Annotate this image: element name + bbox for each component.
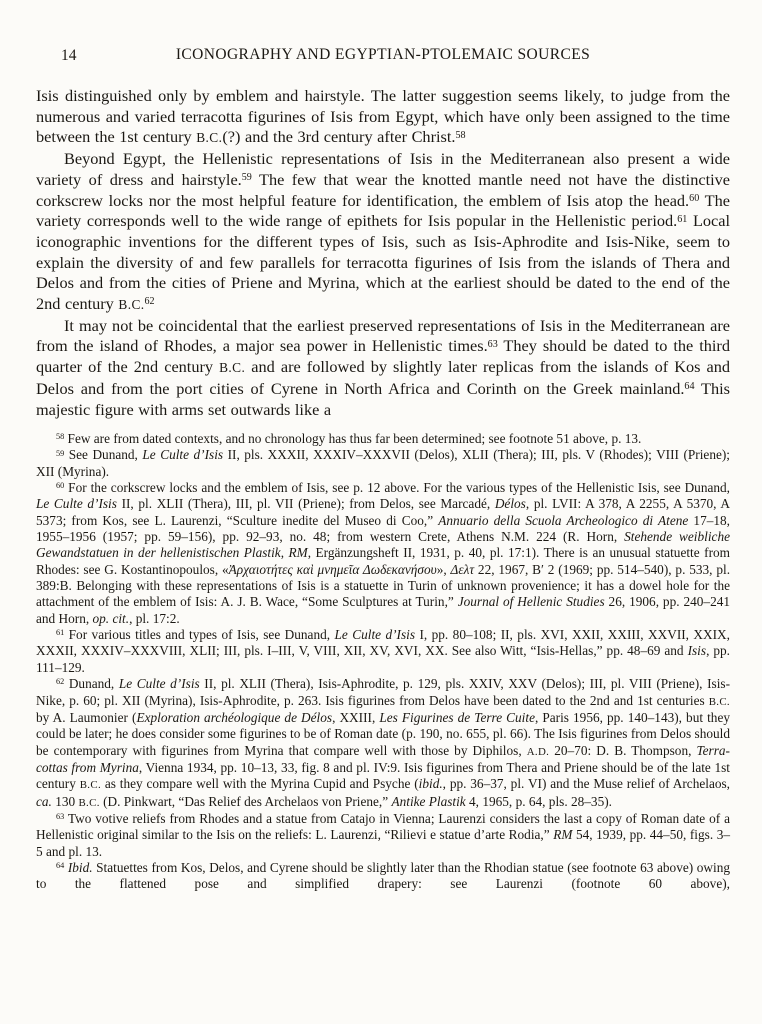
page-header	[36, 46, 730, 66]
body-text	[36, 86, 730, 420]
footnote-59: $^{59}$ See Dunand, Le Culte d’Isis II, pls. XXXII, XXXIV–XXXVII (Delos), XLII (Thera); III, pls. V (Rhodes); VIII (Priene); XII (Myrina).	[36, 447, 730, 479]
body-paragraph-2: Beyond Egypt, the Hellenistic representations of Isis in the Mediterranean also present a wide variety of dress and hairstyle.$^{59}$ The few that wear the knotted mantle need not have the distinctive corkscrew locks nor the most helpful feature for identification, the emblem of Isis atop the head.$^{60}$ The variety corresponds well to the wide range of epithets for Isis popular in the Hellenistic period.$^{61}$ Local iconographic inventions for the different types of Isis, such as Isis-Aphrodite and Isis-Nike, seem to explain the diversity of and few parallels for terracotta figurines of Isis from the islands of Thera and Delos and from the cities of Priene and Myrina, which at the earliest should be dated to the end of the 2nd century B.C.$^{62}$	[36, 149, 731, 314]
body-paragraph-3: It may not be coincidental that the earliest preserved representations of Isis in the Mediterranean are from the island of Rhodes, a major sea power in Hellenistic times.$^{63}$ They should be dated to the third quarter of the 2nd century B.C. and are followed by slightly later replicas from the islands of Kos and Delos and from the port cities of Cyrene in North Africa and Corinth on the Greek mainland.$^{64}$ This majestic figure with arms set outwards like a	[36, 315, 731, 419]
footnote-62: $^{62}$ Dunand, Le Culte d’Isis II, pl. XLII (Thera), Isis-Aphrodite, p. 129, pls. XXIV, XXV (Delos); III, pl. VIII (Priene), Isis-Nike, p. 60; pl. XII (Myrina), Isis-Aphrodite, p. 263. Isis figurines from Delos have been dated to the 2nd and 1st centuries B.C. by A. Laumonier (Exploration archéologique de Délos, XXIII, Les Figurines de Terre Cuite, Paris 1956, pp. 140–143), but they could be later; he does consider some figurines to be of Roman date (p. 190, no. 655, pl. 66). The Isis figurines from Delos should be contemporary with figurines from Myrina that compare well with those by Diphilos, A.D. 20–70: D. B. Thompson, Terra-cottas from Myrina, Vienna 1934, pp. 10–13, 33, fig. 8 and pl. IV:9. Isis figurines from Thera and Priene should be of the late 1st century B.C. as they compare well with the Myrina Cupid and Psyche (ibid., pp. 36–37, pl. VI) and the Muse relief of Archelaos, ca. 130 B.C. (D. Pinkwart, “Das Relief des Archelaos von Priene,” Antike Plastik 4, 1965, p. 64, pls. 28–35).	[36, 676, 731, 809]
footnote-58: $^{58}$ Few are from dated contexts, and no chronology has thus far been determined; see footnote 51 above, p. 13.	[56, 431, 642, 446]
running-head-title: ICONOGRAPHY AND EGYPTIAN-PTOLEMAIC SOURCES	[175, 46, 591, 63]
footnote-60: $^{60}$ For the corkscrew locks and the emblem of Isis, see p. 12 above. For the various types of the Hellenistic Isis, see Dunand, Le Culte d’Isis II, pl. XLII (Thera), III, pl. VII (Priene); from Delos, see Marcadé, Délos, pl. LVII: A 378, A 2255, A 5370, A 5373; from Kos, see L. Laurenzi, “Sculture inedite del Museo di Coo,” Annuario della Scuola Archeologico di Atene 17–18, 1955–1956 (1957; pp. 59–156), pp. 92–93, no. 48; from western Crete, Athens N.M. 224 (R. Horn, Stehende weibliche Gewandstatuen in der hellenistischen Plastik, RM, Ergänzungsheft II, 1931, p. 40, pl. 17:1). There is an unusual statuette from Rhodes: see G. Kostantinopoulos, «Ἀρχαιοτήτες καὶ μνημεῖα Δωδεκανήσου», Δελτ 22, 1967, Β′ 2 (1969; pp. 514–540), p. 533, pl. 389:B. Belonging with these representations of Isis is a statuette in Turin of unknown provenience; it has a dowel hole for the attachment of the emblem of Isis: A. J. B. Wace, “Some Sculptures at Turin,” Journal of Hellenic Studies 26, 1906, pp. 240–241 and Horn, op. cit., pl. 17:2.	[36, 480, 731, 626]
page-number: 14	[61, 47, 77, 64]
footnotes-section	[36, 431, 730, 893]
footnote-63: $^{63}$ Two votive reliefs from Rhodes and a statue from Catajo in Vienna; Laurenzi considers the last a copy of Roman date of a Hellenistic original similar to the Isis on the reliefs: L. Laurenzi, “Rilievi e statue d’arte Rodia,” RM 54, 1939, pp. 44–50, figs. 3–5 and pl. 13.	[36, 810, 730, 859]
footnote-64: $^{64}$ Ibid. Statuettes from Kos, Delos, and Cyrene should be slightly later than the Rhodian statue (see footnote 63 above) owing to the flattened pose and simplified drapery: see Laurenzi (footnote 60 above),	[36, 859, 731, 892]
footnote-61: $^{61}$ For various titles and types of Isis, see Dunand, Le Culte d’Isis I, pp. 80–108; II, pls. XVI, XXII, XXIII, XXVII, XXIX, XXXII, XXXIV–XXXVIII, XLII; III, pls. I–III, V, VIII, XII, XV, XVI, XX. See also Witt, “Isis-Hellas,” pp. 48–69 and Isis, pp. 111–129.	[36, 627, 730, 675]
body-paragraph-1: Isis distinguished only by emblem and hairstyle. The latter suggestion seems likely, to judge from the numerous and varied terracotta figurines of Isis from Egypt, which have only been assigned to the time between the 1st century B.C.(?) and the 3rd century after Christ.$^{58}$	[36, 86, 730, 147]
